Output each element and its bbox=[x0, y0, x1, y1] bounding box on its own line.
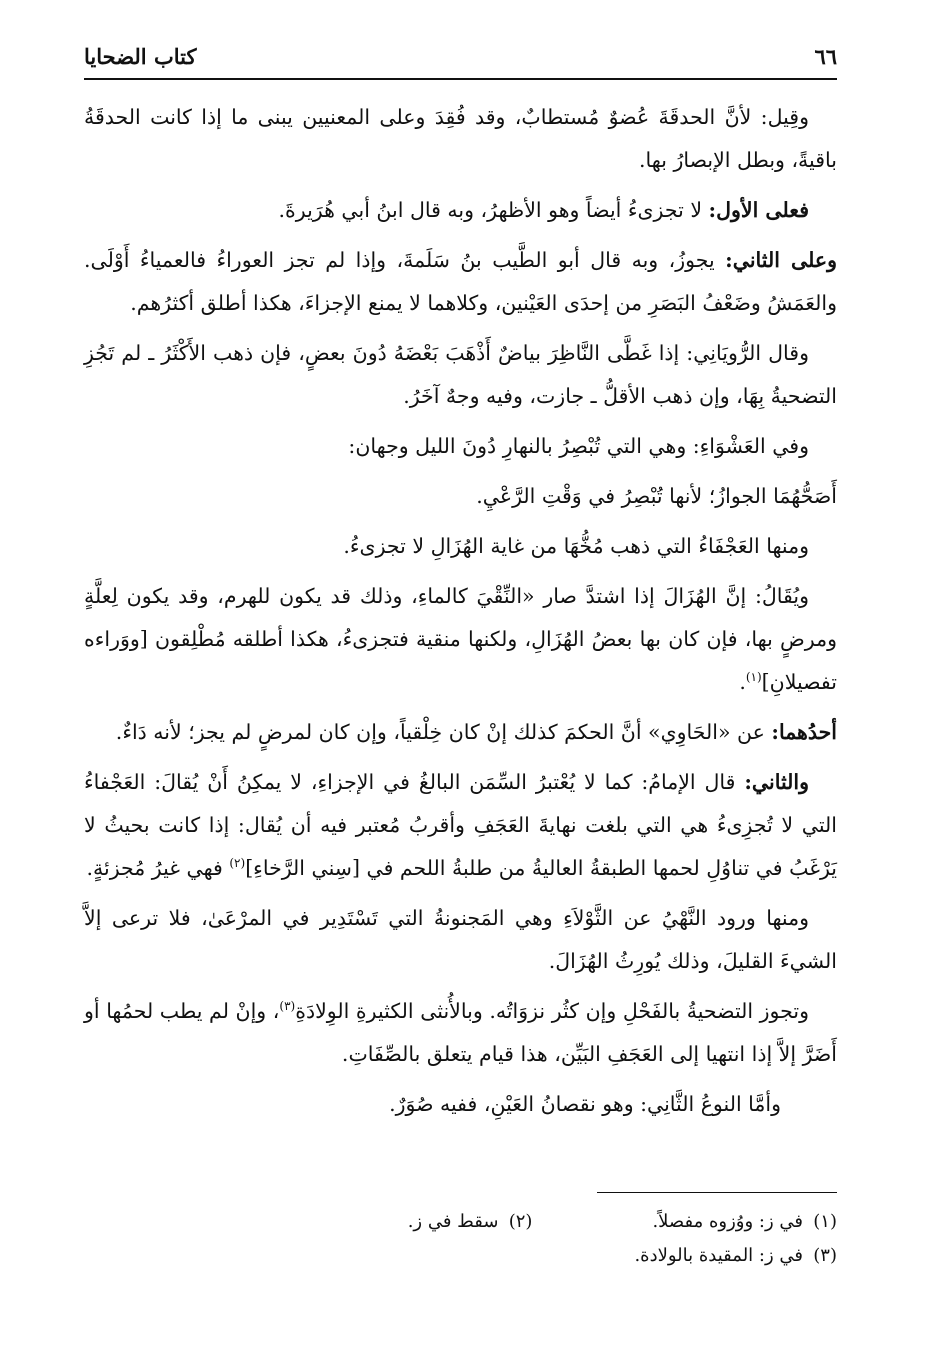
footnote-text: في ز: ووُزوه مفصلاً. bbox=[652, 1211, 803, 1232]
footnotes bbox=[84, 1192, 837, 1273]
paragraph-text: يجوزُ، وبه قال أبو الطَّيب بنُ سَلَمةَ، وإذا لم تجز العوراءُ فالعمياءُ أَوْلَى. والعَمَشُ وضَعْفُ البَصَرِ من إحدَى العَيْنين، وكلاهما لا يمنع الإجزاءَ، هكذا أطلق أكثرُهم. bbox=[84, 248, 837, 315]
paragraph bbox=[84, 990, 837, 1076]
footnote-text: سقط في ز. bbox=[407, 1211, 499, 1232]
paragraph bbox=[84, 711, 837, 754]
paragraph-text: ويُقَالُ: إنَّ الهُزَالَ إذا اشتدَّ صار «النِّقْيَ كالماءِ، وذلك قد يكون للهرم، وقد يكون لِعلَّةٍ ومرضٍ بها، فإن كان بها بعضُ الهُزَالِ، ولكنها منقية فتجزىءُ، هكذا أطلقه مُطْلِقون [ووَراءه تفصيلانِ] bbox=[84, 584, 837, 694]
footnote-item bbox=[652, 1205, 837, 1239]
paragraph-text: قال الإمامُ: كما لا يُعْتبرُ السِّمَن البالغُ في الإجزاءِ، لا يمكِنُ أَنْ يُقالَ: العَجْفاءُ التي لا تُجزِىءُ هي التي بلغت نهايةَ العَجَفِ وأقربُ مُعتبر فيه أن يُقال: إذا كانت بحيثُ لا يَرْغَبُ في تناوُلِ لحمها الطبقةُ العاليةُ من طلبةُ اللحم في [سِني الرَّخاءِ] bbox=[84, 770, 837, 880]
main-text bbox=[84, 96, 837, 1133]
paragraph-lead: وعلى الثاني: bbox=[725, 248, 837, 272]
paragraph-text: أَصَحُّهُمَا الجوازُ؛ لأنها تُبْصِرُ في وَقْتِ الرَّعْيِ. bbox=[476, 484, 837, 508]
paragraph-text: عن «الحَاوِي» أنَّ الحكمَ كذلك إنْ كان خِلْقياً، وإن كان لمرضٍ لم يجز؛ لأنه دَاءٌ. bbox=[115, 720, 772, 744]
footnote-number: (٣) bbox=[813, 1245, 837, 1266]
footnote-number: (١) bbox=[813, 1211, 837, 1232]
paragraph bbox=[84, 575, 837, 704]
running-title: كتاب الضحايا bbox=[84, 44, 197, 69]
footnote-divider bbox=[597, 1192, 837, 1193]
paragraph bbox=[84, 239, 837, 325]
paragraph-lead: فعلى الأول: bbox=[708, 198, 809, 222]
footnote-text: في ز: المقيدة بالولادة. bbox=[634, 1245, 803, 1266]
paragraph-text: لا تجزىءُ أيضاً وهو الأظهرُ، وبه قال ابنُ أبي هُرَيرةَ. bbox=[278, 198, 709, 222]
paragraph-text: ومنها ورود النَّهْيُ عن الثَّوْلاَءِ وهي المَجنونةُ التي تَسْتَدِير في المرْعَىٰ، فلا ترعى إلاَّ الشيءَ القليلَ، وذلك يُورِثُ الهُزَالَ. bbox=[84, 906, 837, 973]
paragraph-text: وأمَّا النوعُ الثَّانِي: وهو نقصانُ العَيْنِ، ففيه صُوَرٌ. bbox=[389, 1092, 781, 1116]
footnote-marker[interactable]: (٢) bbox=[229, 856, 246, 871]
footnote-marker[interactable]: (٣) bbox=[279, 999, 296, 1014]
paragraph bbox=[84, 425, 837, 468]
page-header bbox=[84, 38, 837, 80]
paragraph bbox=[84, 525, 837, 568]
paragraph-lead: أحدُهما: bbox=[771, 720, 837, 744]
paragraph-text: وتجوز التضحيةُ بالفَحْلِ وإن كثُر نزوَاتُه. وبالأُنثى الكثيرةِ الوِلادَةِ bbox=[295, 999, 809, 1023]
paragraph-tail: فهي غيرُ مُجزئةٍ. bbox=[86, 856, 230, 880]
paragraph-text: ومنها العَجْفَاءُ التي ذهب مُخُّهَا من غاية الهُزَالِ لا تجزىءُ. bbox=[343, 534, 809, 558]
paragraph-lead: والثاني: bbox=[744, 770, 809, 794]
paragraph bbox=[84, 897, 837, 983]
footnote-item bbox=[634, 1239, 837, 1273]
paragraph-tail: ، وإنْ لم يطب لحمُها أو أَضَرَّ إلاَّ إذا انتهيا إلى العَجَفِ البَيِّن، هذا قيام يتعلق بالصِّفَاتِ. bbox=[84, 999, 837, 1066]
paragraph bbox=[84, 96, 837, 182]
footnote-row bbox=[84, 1239, 837, 1273]
footnote-row bbox=[84, 1205, 837, 1239]
paragraph bbox=[84, 1083, 837, 1126]
paragraph bbox=[84, 189, 837, 232]
paragraph-text: وقال الرُّويَانِي: إذا غَطَّى النَّاظِرَ بياضٌ أَذْهَبَ بَعْضَهُ دُونَ بعضٍ، فإن ذهب الأَكْثَرُ ـ لم تَجُزِ التضحيةُ بِهَا، وإن ذهب الأقلُّ ـ جازت، وفيه وجهٌ آخَرُ. bbox=[84, 341, 837, 408]
footnote-marker[interactable]: (١) bbox=[745, 670, 762, 685]
paragraph-text: وقِيل: لأنَّ الحدقَةَ عُضوٌ مُستطابٌ، وقد فُقِدَ وعلى المعنيين يبنى ما إذا كانت الحدقَةُ باقيةً، وبطل الإبصارُ بها. bbox=[84, 105, 837, 172]
paragraph bbox=[84, 475, 837, 518]
footnote-number: (٢) bbox=[508, 1211, 533, 1232]
footnote-item bbox=[408, 1205, 533, 1239]
paragraph-text: وفي العَشْوَاءِ: وهي التي تُبْصِرُ بالنهارِ دُونَ الليل وجهان: bbox=[348, 434, 809, 458]
paragraph bbox=[84, 332, 837, 418]
paragraph bbox=[84, 761, 837, 890]
paragraph-tail: . bbox=[739, 670, 746, 694]
page-number: ٦٦ bbox=[814, 44, 837, 69]
